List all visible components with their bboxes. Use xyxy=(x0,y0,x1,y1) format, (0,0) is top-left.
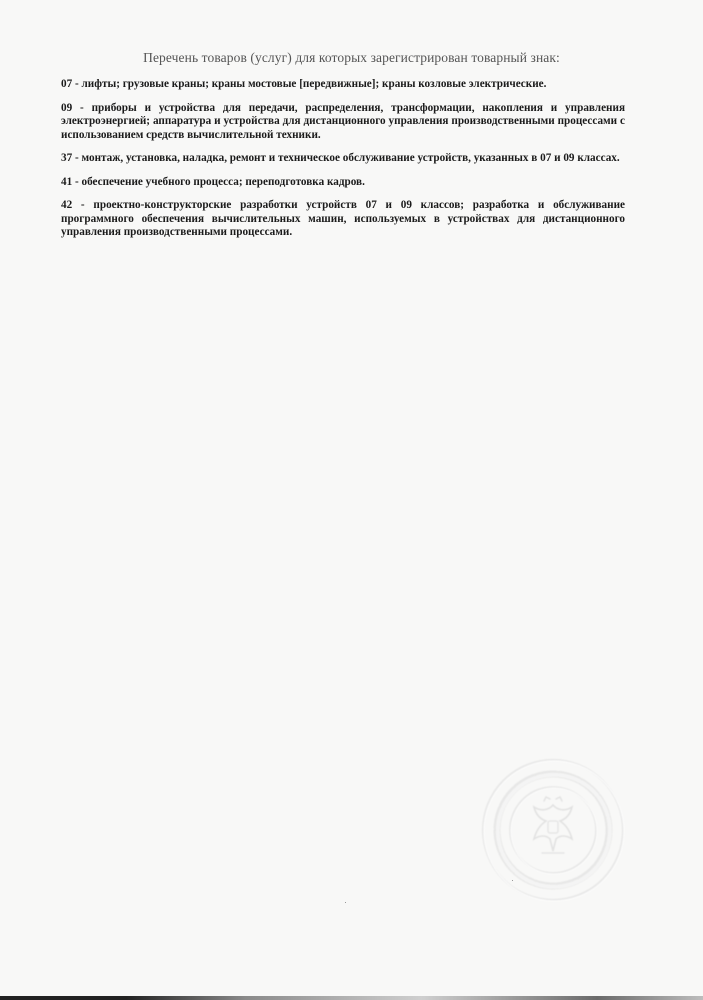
list-item-class-42: 42 - проектно-конструкторские разработки устройств 07 и 09 классов; разработка и обслуживание программного обеспечения вычислительных машин, используемых в устройствах для дистанционного управления производственными процессами. xyxy=(61,199,625,238)
list-item-class-41: 41 - обеспечение учебного процесса; переподготовка кадров. xyxy=(61,175,365,188)
scan-speck xyxy=(345,902,346,903)
embossed-seal-icon xyxy=(478,755,628,905)
scan-speck xyxy=(512,880,513,881)
list-item-class-07: 07 - лифты; грузовые краны; краны мостовые [передвижные]; краны козловые электрические. xyxy=(61,78,547,90)
scan-bottom-edge xyxy=(0,996,703,1000)
page-title: Перечень товаров (услуг) для которых зарегистрирован товарный знак: xyxy=(143,50,560,65)
list-item-class-37: 37 - монтаж, установка, наладка, ремонт и техническое обслуживание устройств, указанных в 07 и 09 классах. xyxy=(61,152,620,164)
list-item-class-09: 09 - приборы и устройства для передачи, распределения, трансформации, накопления и управления электроэнергией; аппаратура и устройства для дистанционного управления производственными процессами с использованием средств вычислительной техники. xyxy=(61,101,625,141)
goods-services-list xyxy=(61,78,625,250)
